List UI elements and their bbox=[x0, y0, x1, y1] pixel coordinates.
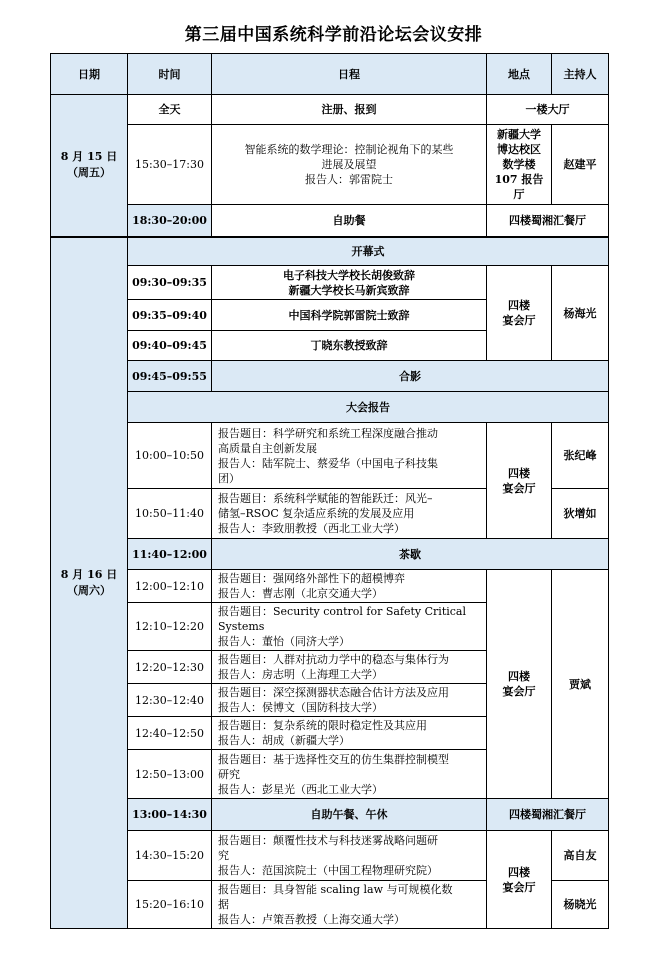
time-cell: 14:30–15:20 bbox=[128, 831, 212, 881]
agenda-cell bbox=[212, 125, 487, 205]
day2-date-cell bbox=[51, 237, 128, 929]
page-title: 第三届中国系统科学前沿论坛会议安排 bbox=[184, 25, 483, 45]
time-cell: 12:30–12:40 bbox=[128, 684, 212, 717]
time-cell: 12:10–12:20 bbox=[128, 603, 212, 651]
host-cell: 赵建平 bbox=[552, 125, 609, 205]
venue-line: 四楼 bbox=[508, 865, 530, 879]
talk-cell bbox=[212, 831, 487, 881]
header-host: 主持人 bbox=[552, 54, 609, 95]
time-cell: 12:00–12:10 bbox=[128, 570, 212, 603]
day1-date-cell bbox=[51, 95, 128, 237]
time-cell: 09:30–09:35 bbox=[128, 266, 212, 300]
venue-cell bbox=[487, 125, 552, 205]
venue-cell: 四楼蜀湘汇餐厅 bbox=[487, 205, 609, 237]
venue-line: 宴会厅 bbox=[502, 314, 536, 327]
time-cell: 09:35–09:40 bbox=[128, 300, 212, 331]
venue-cell bbox=[487, 423, 552, 539]
talk-title: 报告题目：科学研究和系统工程深度融合推动 bbox=[218, 426, 438, 440]
time-cell: 12:20–12:30 bbox=[128, 651, 212, 684]
speaker-line: 报告人：郭雷院士 bbox=[305, 173, 393, 186]
venue-line: 四楼 bbox=[508, 670, 530, 683]
host-cell: 张纪峰 bbox=[552, 423, 609, 489]
header-row bbox=[51, 54, 609, 95]
talk-title: 报告题目：深空探测器状态融合估计方法及应用 bbox=[218, 686, 449, 699]
header-date: 日期 bbox=[51, 54, 128, 95]
table-row bbox=[51, 95, 609, 125]
table-row bbox=[51, 799, 609, 831]
table-row bbox=[51, 539, 609, 570]
schedule-table bbox=[50, 53, 609, 929]
agenda-cell: 茶歇 bbox=[212, 539, 609, 570]
talk-cell bbox=[212, 603, 487, 651]
venue-line: 博达校区 bbox=[497, 143, 541, 156]
time-cell: 12:40–12:50 bbox=[128, 717, 212, 750]
header-agenda: 日程 bbox=[212, 54, 487, 95]
venue-cell bbox=[487, 266, 552, 361]
venue-cell: 一楼大厅 bbox=[487, 95, 609, 125]
time-cell: 13:00–14:30 bbox=[128, 799, 212, 831]
talk-speaker: 报告人：曹志刚（北京交通大学） bbox=[218, 587, 383, 600]
talk-speaker: 报告人：房志明（上海理工大学） bbox=[218, 668, 383, 681]
talk-speaker: 报告人：董怡（同济大学） bbox=[218, 635, 350, 648]
talk-title: 报告题目：复杂系统的限时稳定性及其应用 bbox=[218, 719, 427, 732]
talk-speaker: 报告人：陆军院士、蔡爱华（中国电子科技集 bbox=[218, 456, 438, 470]
talk-cell bbox=[212, 423, 487, 489]
venue-cell bbox=[487, 570, 552, 799]
talk-title: 据 bbox=[218, 898, 229, 911]
time-cell: 15:30–17:30 bbox=[128, 125, 212, 205]
talk-speaker: 报告人：彭星光（西北工业大学） bbox=[218, 782, 383, 796]
talk-cell bbox=[212, 750, 487, 799]
talk-cell bbox=[212, 651, 487, 684]
talk-title: 报告题目：强网络外部性下的超模博弈 bbox=[218, 572, 405, 585]
agenda-cell: 合影 bbox=[212, 361, 609, 392]
agenda-line: 电子科技大学校长胡俊致辞 bbox=[283, 268, 415, 282]
venue-line: 数学楼 bbox=[502, 158, 536, 171]
talk-title: 报告题目：基于选择性交互的仿生集群控制模型 bbox=[218, 752, 449, 766]
agenda-line: 新疆大学校长马新宾致辞 bbox=[288, 283, 410, 297]
host-cell: 高自友 bbox=[552, 831, 609, 881]
venue-line: 宴会厅 bbox=[502, 481, 536, 495]
talk-speaker: 报告人：卢策吾教授（上海交通大学） bbox=[218, 913, 405, 926]
header-venue: 地点 bbox=[487, 54, 552, 95]
talk-title: 研究 bbox=[218, 767, 240, 781]
agenda-cell: 丁晓东教授致辞 bbox=[212, 331, 487, 361]
time-cell: 12:50–13:00 bbox=[128, 750, 212, 799]
day2-weekday: （周六） bbox=[67, 583, 111, 597]
host-cell: 杨晓光 bbox=[552, 881, 609, 929]
agenda-line: 进展及展望 bbox=[321, 158, 377, 171]
host-cell: 贾斌 bbox=[552, 570, 609, 799]
talk-title: 储氢–RSOC 复杂适应系统的发展及应用 bbox=[218, 507, 415, 520]
agenda-cell: 自助餐 bbox=[212, 205, 487, 237]
header-time: 时间 bbox=[128, 54, 212, 95]
talk-speaker: 报告人：李致朋教授（西北工业大学） bbox=[218, 522, 405, 535]
host-cell: 狄增如 bbox=[552, 489, 609, 539]
day1-date: 8 月 15 日 bbox=[60, 150, 118, 164]
talk-cell bbox=[212, 717, 487, 750]
talk-cell bbox=[212, 684, 487, 717]
table-row bbox=[51, 423, 609, 489]
venue-cell: 四楼蜀湘汇餐厅 bbox=[487, 799, 609, 831]
table-row bbox=[51, 266, 609, 300]
talk-title: 究 bbox=[218, 849, 229, 862]
talk-title: Systems bbox=[218, 620, 265, 633]
talk-cell bbox=[212, 881, 487, 929]
talk-title: 报告题目：具身智能 scaling law 与可规模化数 bbox=[218, 883, 453, 896]
talk-title: 高质量自主创新发展 bbox=[218, 441, 317, 455]
venue-line: 107 报告 bbox=[494, 173, 544, 186]
host-cell: 杨海光 bbox=[552, 266, 609, 361]
agenda-cell: 注册、报到 bbox=[212, 95, 487, 125]
talk-title: 报告题目：系统科学赋能的智能跃迁：风光– bbox=[218, 492, 433, 505]
venue-line: 厅 bbox=[513, 188, 525, 201]
time-cell: 10:00–10:50 bbox=[128, 423, 212, 489]
time-cell: 11:40–12:00 bbox=[128, 539, 212, 570]
table-row bbox=[51, 831, 609, 881]
talk-cell bbox=[212, 570, 487, 603]
talk-speaker: 报告人：侯博文（国防科技大学） bbox=[218, 701, 383, 714]
table-row bbox=[51, 237, 609, 266]
venue-line: 四楼 bbox=[508, 466, 530, 480]
plenary-section: 大会报告 bbox=[128, 392, 609, 423]
talk-speaker: 报告人：胡成（新疆大学） bbox=[218, 734, 350, 747]
venue-line: 四楼 bbox=[508, 299, 530, 312]
time-cell: 全天 bbox=[128, 95, 212, 125]
agenda-line: 智能系统的数学理论：控制论视角下的某些 bbox=[244, 143, 454, 156]
table-row bbox=[51, 205, 609, 237]
time-cell: 09:45–09:55 bbox=[128, 361, 212, 392]
time-cell: 09:40–09:45 bbox=[128, 331, 212, 361]
opening-section: 开幕式 bbox=[128, 237, 609, 266]
time-cell: 15:20–16:10 bbox=[128, 881, 212, 929]
day1-weekday: （周五） bbox=[67, 166, 111, 180]
day2-date: 8 月 16 日 bbox=[60, 567, 118, 581]
table-row bbox=[51, 361, 609, 392]
venue-cell bbox=[487, 831, 552, 929]
talk-title: 报告题目：颠覆性技术与科技迷雾战略问题研 bbox=[218, 834, 438, 847]
agenda-cell: 自助午餐、午休 bbox=[212, 799, 487, 831]
talk-speaker: 团） bbox=[218, 471, 240, 485]
talk-cell bbox=[212, 489, 487, 539]
time-cell: 18:30–20:00 bbox=[128, 205, 212, 237]
talk-title: 报告题目：人群对抗动力学中的稳态与集体行为 bbox=[218, 653, 449, 666]
agenda-cell bbox=[212, 266, 487, 300]
venue-line: 宴会厅 bbox=[502, 685, 536, 698]
talk-speaker: 报告人：范国滨院士（中国工程物理研究院） bbox=[218, 864, 438, 877]
venue-line: 宴会厅 bbox=[502, 880, 536, 894]
table-row bbox=[51, 392, 609, 423]
talk-title: 报告题目：Security control for Safety Critical bbox=[218, 605, 467, 618]
venue-line: 新疆大学 bbox=[497, 128, 541, 141]
table-row bbox=[51, 125, 609, 205]
table-row bbox=[51, 570, 609, 603]
time-cell: 10:50–11:40 bbox=[128, 489, 212, 539]
agenda-cell: 中国科学院郭雷院士致辞 bbox=[212, 300, 487, 331]
